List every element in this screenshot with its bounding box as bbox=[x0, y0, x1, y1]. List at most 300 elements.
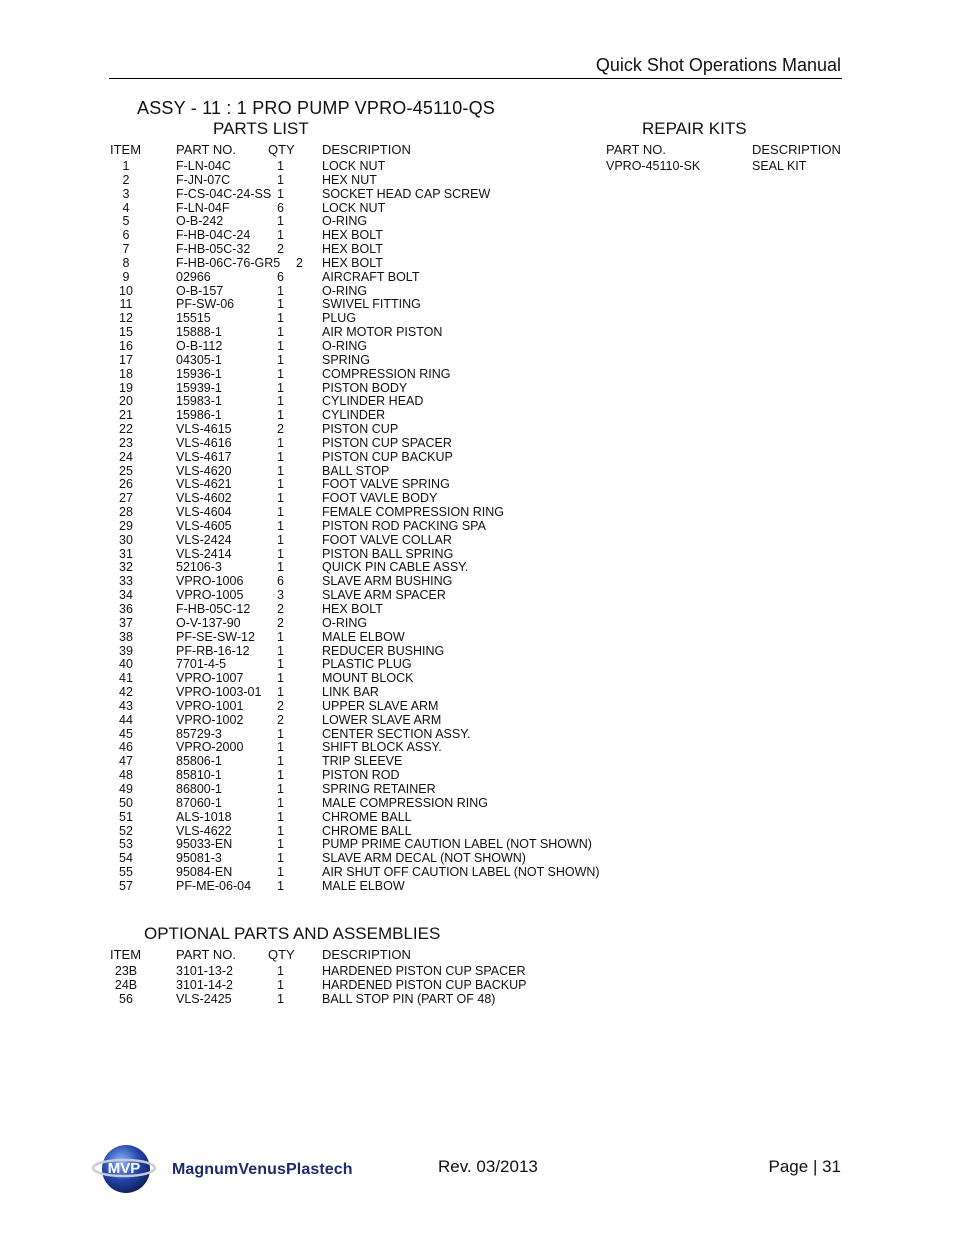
item-cell: 5 bbox=[122, 214, 130, 229]
parts-col-qty: QTY bbox=[268, 142, 295, 157]
part-number-cell: 04305-1 bbox=[176, 352, 222, 367]
description-cell: CYLINDER HEAD bbox=[322, 394, 424, 409]
qty-cell: 1 bbox=[277, 394, 284, 409]
qty-cell: 1 bbox=[277, 477, 284, 492]
table-row bbox=[0, 298, 954, 312]
part-number-cell: VLS-4620 bbox=[176, 463, 232, 478]
part-number-cell: 85806-1 bbox=[176, 754, 222, 769]
description-cell: PISTON BALL SPRING bbox=[322, 546, 454, 561]
table-row bbox=[0, 979, 954, 993]
table-row bbox=[0, 534, 954, 548]
item-cell: 19 bbox=[119, 380, 133, 395]
item-cell: 44 bbox=[119, 712, 133, 727]
item-cell: 31 bbox=[119, 546, 133, 561]
optional-col-qty: QTY bbox=[268, 947, 295, 962]
description-cell: SPRING RETAINER bbox=[322, 781, 436, 796]
qty-cell: 6 bbox=[277, 574, 284, 589]
header-rule bbox=[109, 78, 842, 79]
part-number-cell: 15888-1 bbox=[176, 325, 222, 340]
qty-cell: 1 bbox=[277, 809, 284, 824]
assembly-title: ASSY - 11 : 1 PRO PUMP VPRO-45110-QS bbox=[137, 98, 496, 118]
part-number-cell: F-HB-06C-76-GR5 bbox=[176, 255, 281, 270]
description-cell: MALE ELBOW bbox=[322, 629, 405, 644]
description-cell: CYLINDER bbox=[322, 408, 386, 423]
logo-text: MagnumVenusPlastech bbox=[172, 1161, 353, 1178]
qty-cell: 1 bbox=[277, 768, 284, 783]
table-row bbox=[0, 866, 954, 880]
parts-list-heading: PARTS LIST bbox=[213, 119, 309, 138]
table-row bbox=[0, 354, 954, 368]
table-row bbox=[0, 271, 954, 285]
description-cell: LINK BAR bbox=[322, 685, 379, 700]
parts-col-item: ITEM bbox=[110, 142, 142, 157]
table-row bbox=[0, 852, 954, 866]
part-number-cell: O-B-157 bbox=[176, 283, 224, 298]
repair-kit-part: VPRO-45110-SK bbox=[606, 159, 701, 173]
item-cell: 52 bbox=[119, 823, 133, 838]
part-number-cell: 15983-1 bbox=[176, 394, 222, 409]
item-cell: 28 bbox=[119, 505, 133, 520]
item-cell: 24B bbox=[114, 977, 138, 992]
part-number-cell: 15936-1 bbox=[176, 366, 222, 381]
description-cell: HARDENED PISTON CUP BACKUP bbox=[322, 977, 527, 992]
item-cell: 8 bbox=[122, 255, 130, 270]
table-row bbox=[0, 838, 954, 852]
table-row bbox=[0, 382, 954, 396]
part-number-cell: 3101-13-2 bbox=[176, 964, 233, 978]
parts-col-part: PART NO. bbox=[176, 142, 236, 157]
qty-cell: 1 bbox=[277, 449, 284, 464]
item-cell: 41 bbox=[119, 671, 133, 686]
item-cell: 37 bbox=[119, 615, 133, 630]
table-row bbox=[0, 395, 954, 409]
page-number: Page | 31 bbox=[768, 1157, 841, 1176]
part-number-cell: F-HB-05C-32 bbox=[176, 242, 251, 257]
table-row bbox=[0, 575, 954, 589]
table-row bbox=[0, 409, 954, 423]
part-number-cell: VLS-4617 bbox=[176, 449, 232, 464]
description-cell: PISTON ROD bbox=[322, 768, 400, 783]
description-cell: HEX BOLT bbox=[322, 242, 383, 257]
table-row bbox=[0, 285, 954, 299]
part-number-cell: VLS-4604 bbox=[176, 505, 232, 520]
table-row bbox=[0, 783, 954, 797]
table-row bbox=[0, 312, 954, 326]
item-cell: 1 bbox=[122, 159, 130, 173]
item-cell: 4 bbox=[122, 200, 130, 215]
item-cell: 57 bbox=[119, 878, 133, 893]
part-number-cell: 15939-1 bbox=[176, 380, 222, 395]
description-cell: REDUCER BUSHING bbox=[322, 643, 445, 658]
item-cell: 17 bbox=[119, 352, 133, 367]
item-cell: 24 bbox=[119, 449, 133, 464]
item-cell: 32 bbox=[119, 560, 133, 575]
table-row bbox=[0, 548, 954, 562]
description-cell: CHROME BALL bbox=[322, 809, 412, 824]
table-row bbox=[0, 326, 954, 340]
optional-col-part: PART NO. bbox=[176, 947, 236, 962]
description-cell: SHIFT BLOCK ASSY. bbox=[322, 740, 442, 755]
header-title: Quick Shot Operations Manual bbox=[595, 55, 841, 75]
repair-col-part: PART NO. bbox=[606, 142, 666, 157]
qty-cell: 2 bbox=[277, 615, 284, 630]
description-cell: O-RING bbox=[322, 283, 368, 298]
description-cell: SOCKET HEAD CAP SCREW bbox=[322, 186, 491, 201]
item-cell: 34 bbox=[119, 588, 133, 603]
part-number-cell: 95081-3 bbox=[176, 851, 222, 866]
table-row bbox=[0, 160, 954, 174]
qty-cell: 1 bbox=[277, 505, 284, 520]
repair-col-desc: DESCRIPTION bbox=[752, 142, 841, 157]
item-cell: 21 bbox=[119, 408, 133, 423]
part-number-cell: ALS-1018 bbox=[176, 809, 232, 824]
part-number-cell: VPRO-1005 bbox=[176, 588, 244, 603]
table-row bbox=[0, 880, 954, 894]
parts-list-table bbox=[0, 160, 954, 894]
qty-cell: 2 bbox=[296, 255, 303, 270]
table-row bbox=[0, 520, 954, 534]
description-cell: PISTON CUP BACKUP bbox=[322, 449, 453, 464]
part-number-cell: F-LN-04C bbox=[176, 159, 231, 173]
item-cell: 49 bbox=[119, 781, 133, 796]
part-number-cell: VLS-4605 bbox=[176, 518, 232, 533]
qty-cell: 1 bbox=[277, 740, 284, 755]
part-number-cell: 15515 bbox=[176, 311, 211, 326]
qty-cell: 1 bbox=[277, 325, 284, 340]
table-row bbox=[0, 174, 954, 188]
part-number-cell: VLS-4615 bbox=[176, 422, 232, 437]
qty-cell: 1 bbox=[277, 865, 284, 880]
table-row bbox=[0, 229, 954, 243]
table-row bbox=[0, 993, 954, 1007]
description-cell: HEX BOLT bbox=[322, 228, 383, 243]
description-cell: HEX NUT bbox=[322, 172, 377, 187]
table-row bbox=[0, 672, 954, 686]
qty-cell: 1 bbox=[277, 781, 284, 796]
table-row bbox=[0, 965, 954, 979]
part-number-cell: 3101-14-2 bbox=[176, 977, 233, 992]
table-row bbox=[0, 423, 954, 437]
part-number-cell: 85729-3 bbox=[176, 726, 222, 741]
table-row bbox=[0, 257, 954, 271]
table-row bbox=[0, 631, 954, 645]
qty-cell: 6 bbox=[277, 200, 284, 215]
part-number-cell: 52106-3 bbox=[176, 560, 222, 575]
qty-cell: 1 bbox=[277, 159, 284, 173]
qty-cell: 1 bbox=[277, 518, 284, 533]
optional-col-item: ITEM bbox=[110, 947, 142, 962]
item-cell: 15 bbox=[119, 325, 133, 340]
item-cell: 39 bbox=[119, 643, 133, 658]
item-cell: 55 bbox=[119, 865, 133, 880]
item-cell: 23B bbox=[114, 964, 138, 978]
table-row bbox=[0, 188, 954, 202]
qty-cell: 1 bbox=[277, 546, 284, 561]
description-cell: BALL STOP PIN (PART OF 48) bbox=[322, 991, 496, 1006]
qty-cell: 1 bbox=[277, 795, 284, 810]
description-cell: MALE COMPRESSION RING bbox=[322, 795, 488, 810]
description-cell: PISTON CUP bbox=[322, 422, 399, 437]
qty-cell: 1 bbox=[277, 228, 284, 243]
description-cell: AIRCRAFT BOLT bbox=[322, 269, 420, 284]
part-number-cell: VPRO-1006 bbox=[176, 574, 244, 589]
description-cell: SPRING bbox=[322, 352, 370, 367]
qty-cell: 2 bbox=[277, 242, 284, 257]
revision-label: Rev. 03/2013 bbox=[438, 1157, 538, 1176]
description-cell: FOOT VAVLE BODY bbox=[322, 491, 438, 506]
item-cell: 56 bbox=[119, 991, 133, 1006]
table-row bbox=[0, 368, 954, 382]
item-cell: 16 bbox=[119, 338, 133, 353]
part-number-cell: F-HB-05C-12 bbox=[176, 602, 251, 616]
item-cell: 11 bbox=[119, 297, 133, 312]
item-cell: 36 bbox=[119, 602, 133, 616]
part-number-cell: VLS-4622 bbox=[176, 823, 232, 838]
qty-cell: 1 bbox=[277, 283, 284, 298]
qty-cell: 1 bbox=[277, 754, 284, 769]
table-row bbox=[0, 797, 954, 811]
item-cell: 45 bbox=[119, 726, 133, 741]
table-row bbox=[0, 215, 954, 229]
table-row bbox=[0, 728, 954, 742]
table-row bbox=[0, 700, 954, 714]
description-cell: LOCK NUT bbox=[322, 200, 386, 215]
description-cell: SLAVE ARM DECAL (NOT SHOWN) bbox=[322, 851, 526, 866]
description-cell: PISTON BODY bbox=[322, 380, 408, 395]
part-number-cell: O-V-137-90 bbox=[176, 615, 241, 630]
table-row bbox=[0, 561, 954, 575]
qty-cell: 1 bbox=[277, 671, 284, 686]
table-row bbox=[0, 243, 954, 257]
description-cell: SWIVEL FITTING bbox=[322, 297, 421, 312]
qty-cell: 1 bbox=[277, 878, 284, 893]
qty-cell: 1 bbox=[277, 657, 284, 672]
part-number-cell: F-JN-07C bbox=[176, 172, 231, 187]
qty-cell: 1 bbox=[277, 823, 284, 838]
qty-cell: 1 bbox=[277, 837, 284, 852]
table-row bbox=[0, 769, 954, 783]
qty-cell: 1 bbox=[277, 186, 284, 201]
part-number-cell: O-B-242 bbox=[176, 214, 224, 229]
part-number-cell: 02966 bbox=[176, 269, 211, 284]
part-number-cell: PF-SW-06 bbox=[176, 297, 235, 312]
description-cell: PISTON ROD PACKING SPA bbox=[322, 518, 486, 533]
qty-cell: 3 bbox=[277, 588, 284, 603]
part-number-cell: 95084-EN bbox=[176, 865, 233, 880]
table-row bbox=[0, 437, 954, 451]
part-number-cell: F-LN-04F bbox=[176, 200, 230, 215]
part-number-cell: VLS-2414 bbox=[176, 546, 232, 561]
part-number-cell: PF-RB-16-12 bbox=[176, 643, 250, 658]
qty-cell: 1 bbox=[277, 408, 284, 423]
mvp-logo bbox=[92, 1141, 156, 1195]
item-cell: 30 bbox=[119, 532, 133, 547]
item-cell: 12 bbox=[119, 311, 133, 326]
qty-cell: 1 bbox=[277, 311, 284, 326]
description-cell: MALE ELBOW bbox=[322, 878, 405, 893]
part-number-cell: VLS-2425 bbox=[176, 991, 232, 1006]
item-cell: 3 bbox=[122, 186, 130, 201]
item-cell: 25 bbox=[119, 463, 133, 478]
qty-cell: 1 bbox=[277, 685, 284, 700]
part-number-cell: PF-ME-06-04 bbox=[176, 878, 252, 893]
table-row bbox=[0, 492, 954, 506]
item-cell: 51 bbox=[119, 809, 133, 824]
table-row bbox=[0, 506, 954, 520]
qty-cell: 1 bbox=[277, 991, 284, 1006]
qty-cell: 1 bbox=[277, 172, 284, 187]
table-row bbox=[0, 645, 954, 659]
table-row bbox=[0, 617, 954, 631]
description-cell: FOOT VALVE SPRING bbox=[322, 477, 450, 492]
qty-cell: 1 bbox=[277, 214, 284, 229]
table-row bbox=[0, 686, 954, 700]
description-cell: HARDENED PISTON CUP SPACER bbox=[322, 964, 526, 978]
table-row bbox=[0, 340, 954, 354]
description-cell: HEX BOLT bbox=[322, 255, 383, 270]
qty-cell: 1 bbox=[277, 435, 284, 450]
qty-cell: 1 bbox=[277, 352, 284, 367]
qty-cell: 1 bbox=[277, 366, 284, 381]
part-number-cell: 15986-1 bbox=[176, 408, 222, 423]
part-number-cell: 7701-4-5 bbox=[176, 657, 227, 672]
table-row bbox=[0, 465, 954, 479]
part-number-cell: VLS-4621 bbox=[176, 477, 232, 492]
item-cell: 22 bbox=[119, 422, 133, 437]
item-cell: 20 bbox=[119, 394, 133, 409]
description-cell: LOCK NUT bbox=[322, 159, 386, 173]
description-cell: O-RING bbox=[322, 615, 368, 630]
item-cell: 47 bbox=[119, 754, 133, 769]
item-cell: 10 bbox=[119, 283, 133, 298]
item-cell: 42 bbox=[119, 685, 133, 700]
table-row bbox=[0, 825, 954, 839]
description-cell: PLASTIC PLUG bbox=[322, 657, 412, 672]
optional-col-desc: DESCRIPTION bbox=[322, 947, 411, 962]
description-cell: QUICK PIN CABLE ASSY. bbox=[322, 560, 469, 575]
qty-cell: 2 bbox=[277, 698, 284, 713]
part-number-cell: VLS-2424 bbox=[176, 532, 232, 547]
part-number-cell: VPRO-1003-01 bbox=[176, 685, 262, 700]
qty-cell: 1 bbox=[277, 491, 284, 506]
repair-kits-heading: REPAIR KITS bbox=[642, 119, 747, 138]
qty-cell: 6 bbox=[277, 269, 284, 284]
optional-heading: OPTIONAL PARTS AND ASSEMBLIES bbox=[144, 924, 441, 943]
qty-cell: 1 bbox=[277, 629, 284, 644]
item-cell: 23 bbox=[119, 435, 133, 450]
qty-cell: 1 bbox=[277, 726, 284, 741]
table-row bbox=[0, 714, 954, 728]
description-cell: AIR MOTOR PISTON bbox=[322, 325, 443, 340]
description-cell: FEMALE COMPRESSION RING bbox=[322, 505, 504, 520]
item-cell: 43 bbox=[119, 698, 133, 713]
description-cell: LOWER SLAVE ARM bbox=[322, 712, 442, 727]
part-number-cell: VPRO-2000 bbox=[176, 740, 244, 755]
qty-cell: 2 bbox=[277, 422, 284, 437]
optional-parts-table bbox=[0, 965, 954, 1007]
table-row bbox=[0, 451, 954, 465]
qty-cell: 1 bbox=[277, 297, 284, 312]
description-cell: CHROME BALL bbox=[322, 823, 412, 838]
description-cell: SLAVE ARM SPACER bbox=[322, 588, 446, 603]
item-cell: 54 bbox=[119, 851, 133, 866]
qty-cell: 1 bbox=[277, 964, 284, 978]
part-number-cell: 85810-1 bbox=[176, 768, 222, 783]
part-number-cell: VLS-4602 bbox=[176, 491, 232, 506]
item-cell: 33 bbox=[119, 574, 133, 589]
part-number-cell: F-HB-04C-24 bbox=[176, 228, 251, 243]
item-cell: 26 bbox=[119, 477, 133, 492]
description-cell: BALL STOP bbox=[322, 463, 390, 478]
qty-cell: 1 bbox=[277, 532, 284, 547]
part-number-cell: VPRO-1001 bbox=[176, 698, 244, 713]
item-cell: 48 bbox=[119, 768, 133, 783]
table-row bbox=[0, 478, 954, 492]
qty-cell: 1 bbox=[277, 380, 284, 395]
qty-cell: 1 bbox=[277, 560, 284, 575]
part-number-cell: PF-SE-SW-12 bbox=[176, 629, 255, 644]
table-row bbox=[0, 741, 954, 755]
table-row bbox=[0, 202, 954, 216]
qty-cell: 1 bbox=[277, 338, 284, 353]
description-cell: UPPER SLAVE ARM bbox=[322, 698, 439, 713]
part-number-cell: 95033-EN bbox=[176, 837, 233, 852]
part-number-cell: O-B-112 bbox=[176, 338, 223, 353]
qty-cell: 1 bbox=[277, 643, 284, 658]
item-cell: 9 bbox=[122, 269, 130, 284]
qty-cell: 2 bbox=[277, 602, 284, 616]
item-cell: 50 bbox=[119, 795, 133, 810]
item-cell: 53 bbox=[119, 837, 133, 852]
table-row bbox=[0, 658, 954, 672]
description-cell: O-RING bbox=[322, 338, 368, 353]
item-cell: 29 bbox=[119, 518, 133, 533]
table-row bbox=[0, 603, 954, 617]
description-cell: PISTON CUP SPACER bbox=[322, 435, 452, 450]
part-number-cell: F-CS-04C-24-SS bbox=[176, 186, 272, 201]
table-row bbox=[0, 811, 954, 825]
description-cell: FOOT VALVE COLLAR bbox=[322, 532, 452, 547]
description-cell: PUMP PRIME CAUTION LABEL (NOT SHOWN) bbox=[322, 837, 592, 852]
table-row bbox=[0, 755, 954, 769]
part-number-cell: VLS-4616 bbox=[176, 435, 232, 450]
description-cell: COMPRESSION RING bbox=[322, 366, 451, 381]
item-cell: 6 bbox=[122, 228, 130, 243]
qty-cell: 1 bbox=[277, 463, 284, 478]
description-cell: O-RING bbox=[322, 214, 368, 229]
part-number-cell: 87060-1 bbox=[176, 795, 222, 810]
part-number-cell: 86800-1 bbox=[176, 781, 222, 796]
repair-kit-desc: SEAL KIT bbox=[752, 159, 807, 173]
item-cell: 40 bbox=[119, 657, 133, 672]
parts-col-desc: DESCRIPTION bbox=[322, 142, 411, 157]
description-cell: CENTER SECTION ASSY. bbox=[322, 726, 471, 741]
description-cell: SLAVE ARM BUSHING bbox=[322, 574, 453, 589]
item-cell: 2 bbox=[122, 172, 130, 187]
item-cell: 27 bbox=[119, 491, 133, 506]
description-cell: AIR SHUT OFF CAUTION LABEL (NOT SHOWN) bbox=[322, 865, 600, 880]
table-row bbox=[0, 589, 954, 603]
item-cell: 38 bbox=[119, 629, 133, 644]
qty-cell: 2 bbox=[277, 712, 284, 727]
qty-cell: 1 bbox=[277, 851, 284, 866]
description-cell: MOUNT BLOCK bbox=[322, 671, 414, 686]
description-cell: TRIP SLEEVE bbox=[322, 754, 403, 769]
part-number-cell: VPRO-1007 bbox=[176, 671, 244, 686]
item-cell: 18 bbox=[119, 366, 133, 381]
item-cell: 7 bbox=[122, 242, 130, 257]
qty-cell: 1 bbox=[277, 977, 284, 992]
